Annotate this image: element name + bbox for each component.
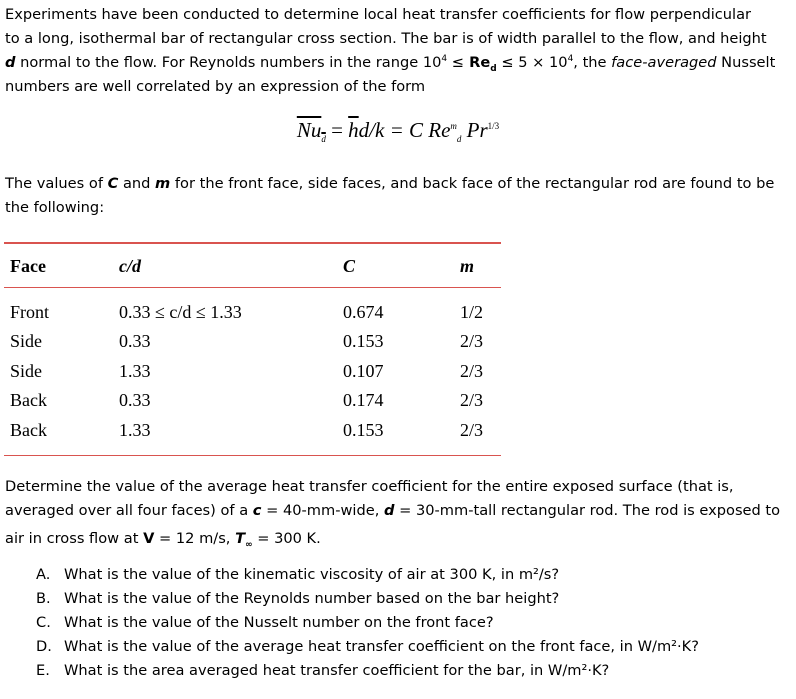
determine-line-2: averaged over all four faces) of a c = 40-mm-wide, d = 30-mm-tall rectangular rod. The rod is exposed to: [5, 502, 781, 519]
intro-line-3: d normal to the flow. For Reynolds numbers in the range $10^4 \le Re_d \le 5 \times 10^4$, the face-averaged Nusselt: [5, 54, 776, 74]
values-paragraph: [5, 172, 790, 220]
determine-paragraph: [5, 475, 790, 551]
intro-paragraph: [5, 3, 790, 99]
exponent-4: 4: [441, 54, 448, 65]
header-C: C: [343, 256, 356, 276]
determine-line-3: air in cross flow at V = 12 m/s, $T_\infty = 300$ K.: [5, 530, 321, 550]
table-cell: 2/3: [460, 420, 484, 440]
table-cell: Side: [10, 331, 43, 351]
face-averaged-text: face-averaged: [611, 54, 717, 71]
values-line-1: The values of C and m for the front face, side faces, and back face of the rectangular rod are found to be: [5, 175, 775, 192]
table-cell: 1/2: [460, 302, 484, 322]
table-cell: 2/3: [460, 331, 484, 351]
nusselt-correlation-formula: $Nu_d = \overline{h}d/k = C$ $Re^m_d$ $Pr^{1/3}$: [296, 118, 500, 145]
table-cell: 0.174: [343, 390, 384, 410]
question-a: A. What is the value of the kinematic viscosity of air at 300 K, in m²/s?: [36, 566, 560, 583]
table-cell: 0.33: [119, 390, 151, 410]
table-cell: 0.107: [343, 361, 384, 381]
formula-pr: Pr: [461, 118, 488, 142]
table-cell: 0.153: [343, 331, 384, 351]
question-b: B. What is the value of the Reynolds number based on the bar height?: [36, 590, 560, 607]
values-line-2: the following:: [5, 199, 105, 216]
table-cell: Front: [10, 302, 50, 322]
determine-line-1: Determine the value of the average heat transfer coefficient for the entire exposed surface (that is,: [5, 478, 734, 495]
table-cell: 0.33: [119, 331, 151, 351]
table-cell: Side: [10, 361, 43, 381]
table-bottom-rule: [4, 455, 501, 456]
table-cell: 0.33 ≤ c/d ≤ 1.33: [119, 302, 242, 322]
formula-nu: $Nu_d$: [296, 118, 326, 145]
table-cell: 1.33: [119, 361, 151, 381]
formula-exponent: 1/3: [487, 121, 500, 131]
table-cell: 2/3: [460, 361, 484, 381]
question-e: E. What is the area averaged heat transfer coefficient for the bar, in W/m²·K?: [36, 662, 610, 679]
formula-rest: d/k = C Re: [358, 118, 451, 142]
header-face: Face: [10, 256, 46, 276]
header-c-over-d: c/d: [119, 256, 141, 276]
table-top-rule: [4, 242, 501, 244]
formula-hbar: $\overline{h}$: [348, 118, 359, 142]
table-cell: 0.153: [343, 420, 384, 440]
var-d: d: [5, 54, 16, 71]
question-d: D. What is the value of the average heat transfer coefficient on the front face, in W/m²·K?: [36, 638, 699, 655]
intro-line-1: Experiments have been conducted to determine local heat transfer coefficients for flow perpendicular: [5, 6, 752, 23]
intro-line-4: numbers are well correlated by an expression of the form: [5, 78, 426, 95]
table-cell: 0.674: [343, 302, 384, 322]
question-c: C. What is the value of the Nusselt number on the front face?: [36, 614, 494, 631]
intro-line-2: to a long, isothermal bar of rectangular cross section. The bar is of width parallel to the flow, and height: [5, 30, 767, 47]
re-d-symbol: $Re_d$: [464, 54, 497, 74]
table-header-rule: [4, 287, 501, 288]
table-cell: 2/3: [460, 390, 484, 410]
table-cell: 1.33: [119, 420, 151, 440]
table-cell: Back: [10, 420, 47, 440]
table-cell: Back: [10, 390, 47, 410]
header-m: m: [460, 256, 475, 276]
question-list: [36, 563, 786, 683]
